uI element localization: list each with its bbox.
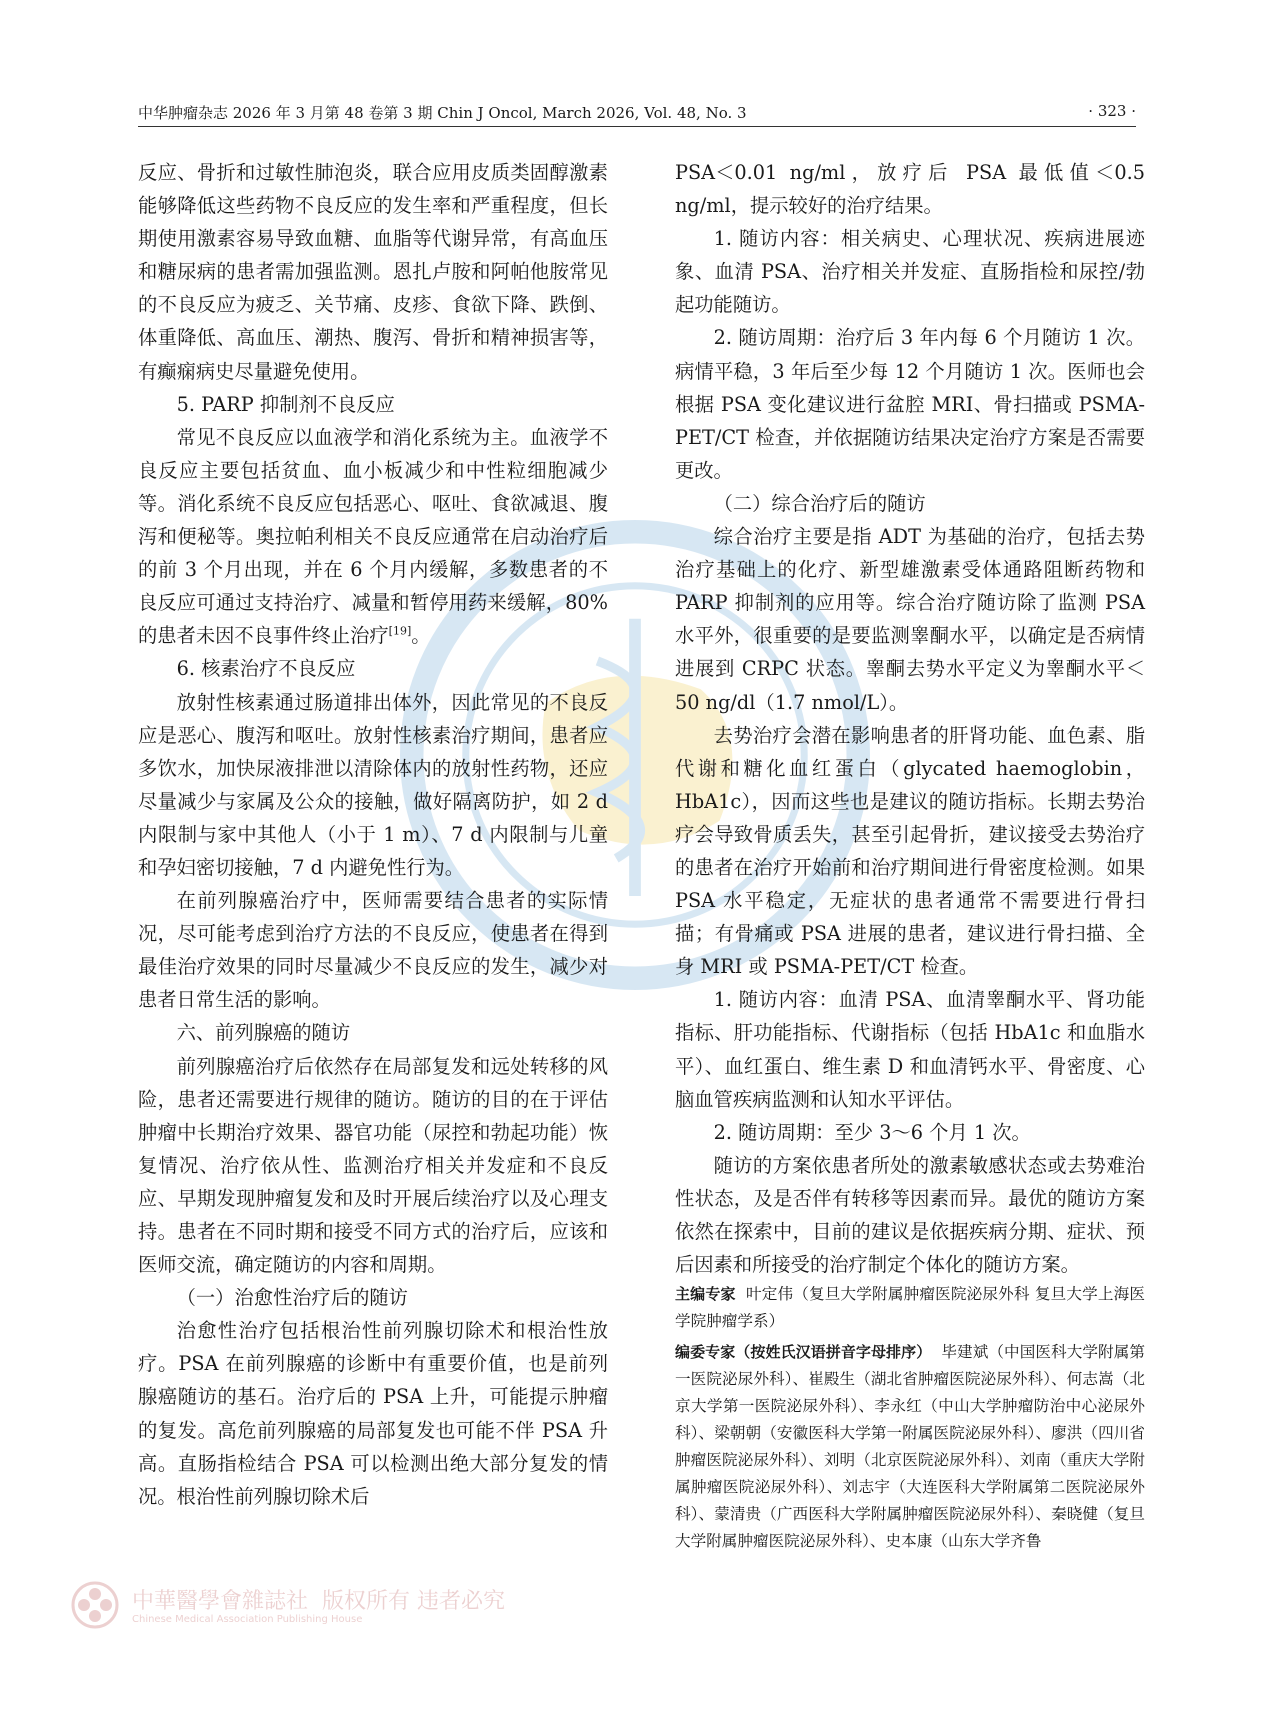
expert-list — [675, 1281, 1145, 1555]
paragraph: 在前列腺癌治疗中，医师需要结合患者的实际情况，尽可能考虑到治疗方法的不良反应，使患者在得到最佳治疗效果的同时尽量减少不良反应的发生，减少对患者日常生活的影响。 — [138, 889, 608, 1012]
citation-ref: [19] — [388, 624, 412, 638]
paragraph: 前列腺癌治疗后依然存在局部复发和远处转移的风险，患者还需要进行规律的随访。随访的目的在于评估肿瘤中长期治疗效果、器官功能（尿控和勃起功能）恢复情况、治疗依从性、监测治疗相关并发症和不良反应、早期发现肿瘤复发和及时开展后续治疗以及心理支持。患者在不同时期和接受不同方式的治疗后，应该和医师交流，确定随访的内容和周期。 — [138, 1054, 608, 1277]
paragraph: 去势治疗会潜在影响患者的肝肾功能、血色素、脂代谢和糖化血红蛋白（glycated haemoglobin，HbA1c），因而这些也是建议的随访指标。长期去势治疗会导致骨质丢失，甚至引起骨折，建议接受去势治疗的患者在治疗开始前和治疗期间进行骨密度检测。如果 PSA 水平稳定，无症状的患者通常不需要进行骨扫描；有骨痛或 PSA 进展的患者，建议进行骨扫描、全身 MRI 或 PSMA-PET/CT 检查。 — [675, 723, 1145, 979]
paragraph: 1. 随访内容：相关病史、心理状况、疾病进展迹象、血清 PSA、治疗相关并发症、直肠指检和尿控/勃起功能随访。 — [675, 227, 1145, 317]
paragraph: 随访的方案依患者所处的激素敏感状态或去势难治性状态，及是否伴有转移等因素而异。最优的随访方案依然在探索中，目前的建议是依据疾病分期、症状、预后因素和所接受的治疗制定个体化的随访方案。 — [675, 1153, 1145, 1277]
copyright-slogan: 版权所有 违者必究 — [322, 1589, 506, 1614]
paragraph: 1. 随访内容：血清 PSA、血清睾酮水平、肾功能指标、肝功能指标、代谢指标（包括 HbA1c 和血脂水平）、血红蛋白、维生素 D 和血清钙水平、骨密度、心脑血管疾病监测和认知水平评估。 — [675, 988, 1145, 1111]
section-heading: 六、前列腺癌的随访 — [176, 1021, 351, 1045]
paragraph: 放射性核素通过肠道排出体外，因此常见的不良反应是恶心、腹泻和呕吐。放射性核素治疗期间，患者应多饮水，加快尿液排泄以清除体内的放射性药物，还应尽量减少与家属及公众的接触，做好隔离防护，如 2 d 内限制与家中其他人（小于 1 m）、7 d 内限制与儿童和孕妇密切接触，7 d 内避免性行为。 — [138, 690, 608, 879]
paragraph: 常见不良反应以血液学和消化系统为主。血液学不良反应主要包括贫血、血小板减少和中性粒细胞减少等。消化系统不良反应包括恶心、呕吐、食欲减退、腹泻和便秘等。奥拉帕利相关不良反应通常在启动治疗后的前 3 个月出现，并在 6 个月内缓解，多数患者的不良反应可通过支持治疗、减量和暂停用药来缓解，80% 的患者未因不良事件终止治疗[19]。 — [138, 425, 608, 648]
paragraph: 治愈性治疗包括根治性前列腺切除术和根治性放疗。PSA 在前列腺癌的诊断中有重要价值，也是前列腺癌随访的基石。治疗后的 PSA 上升，可能提示肿瘤的复发。高危前列腺癌的局部复发也可能不伴 PSA 升高。直肠指检结合 PSA 可以检测出绝大部分复发的情况。根治性前列腺切除术后 — [138, 1319, 608, 1508]
running-header — [138, 100, 1136, 127]
left-column — [138, 156, 608, 1513]
journal-citation: 中华肿瘤杂志 2026 年 3 月第 48 卷第 3 期 Chin J Oncol, March 2026, Vol. 48, No. 3 — [138, 104, 747, 122]
editorial-board-label: 编委专家（按姓氏汉语拼音字母排序） — [675, 1343, 932, 1362]
subsection-heading: （一）治愈性治疗后的随访 — [176, 1286, 408, 1310]
paragraph: 2. 随访周期：至少 3～6 个月 1 次。 — [713, 1120, 1031, 1144]
right-column — [675, 156, 1145, 1559]
page-number: · 323 · — [1088, 102, 1136, 120]
publisher-name: 中華醫學會雜誌社 版权所有 违者必究 — [132, 1589, 506, 1614]
paragraph: 反应、骨折和过敏性肺泡炎，联合应用皮质类固醇激素能够降低这些药物不良反应的发生率和严重程度，但长期使用激素容易导致血糖、血脂等代谢异常，有高血压和糖尿病的患者需加强监测。恩扎卢胺和阿帕他胺常见的不良反应为疲乏、关节痛、皮疹、食欲下降、跌倒、体重降低、高血压、潮热、腹泻、骨折和精神损害等，有癫痫病史尽量避免使用。 — [138, 161, 608, 383]
paragraph: 2. 随访周期：治疗后 3 年内每 6 个月随访 1 次。病情平稳，3 年后至少每 12 个月随访 1 次。医师也会根据 PSA 变化建议进行盆腔 MRI、骨扫描或 PSMA-PET/CT 检查，并依据随访结果决定治疗方案是否需要更改。 — [675, 326, 1145, 482]
chief-editor: 主编专家 叶定伟（复旦大学附属肿瘤医院泌尿外科 复旦大学上海医学院肿瘤学系） — [675, 1285, 1145, 1331]
paragraph: 综合治疗主要是指 ADT 为基础的治疗，包括去势治疗基础上的化疗、新型雄激素受体通路阻断药物和 PARP 抑制剂的应用等。综合治疗随访除了监测 PSA 水平外，很重要的是要监测睾酮水平，以确定是否病情进展到 CRPC 状态。睾酮去势水平定义为睾酮水平＜50 ng/dl（1.7 nmol/L）。 — [675, 525, 1145, 714]
section-heading: 5. PARP 抑制剂不良反应 — [176, 392, 395, 416]
editorial-board: 编委专家（按姓氏汉语拼音字母排序） 毕建斌（中国医科大学附属第一医院泌尿外科）、崔殿生（湖北省肿瘤医院泌尿外科）、何志嵩（北京大学第一医院泌尿外科）、李永红（中山大学肿瘤防治中心泌尿外科）、梁朝朝（安徽医科大学第一附属医院泌尿外科）、廖洪（四川省肿瘤医院泌尿外科）、刘明（北京医院泌尿外科）、刘南（重庆大学附属肿瘤医院泌尿外科）、刘志宇（大连医科大学附属第二医院泌尿外科）、蒙清贵（广西医科大学附属肿瘤医院泌尿外科）、秦晓健（复旦大学附属肿瘤医院泌尿外科）、史本康（山东大学齐鲁 — [675, 1343, 1145, 1551]
publisher-name-en: Chinese Medical Association Publishing House — [132, 1614, 363, 1625]
chief-editor-label: 主编专家 — [675, 1285, 736, 1304]
paragraph: PSA＜0.01 ng/ml，放疗后 PSA 最低值＜0.5 ng/ml，提示较好的治疗结果。 — [675, 161, 1145, 218]
flower-logo-icon — [70, 1580, 120, 1630]
section-heading: 6. 核素治疗不良反应 — [176, 657, 356, 681]
publisher-logo — [70, 1580, 590, 1640]
subsection-heading: （二）综合治疗后的随访 — [713, 491, 926, 515]
